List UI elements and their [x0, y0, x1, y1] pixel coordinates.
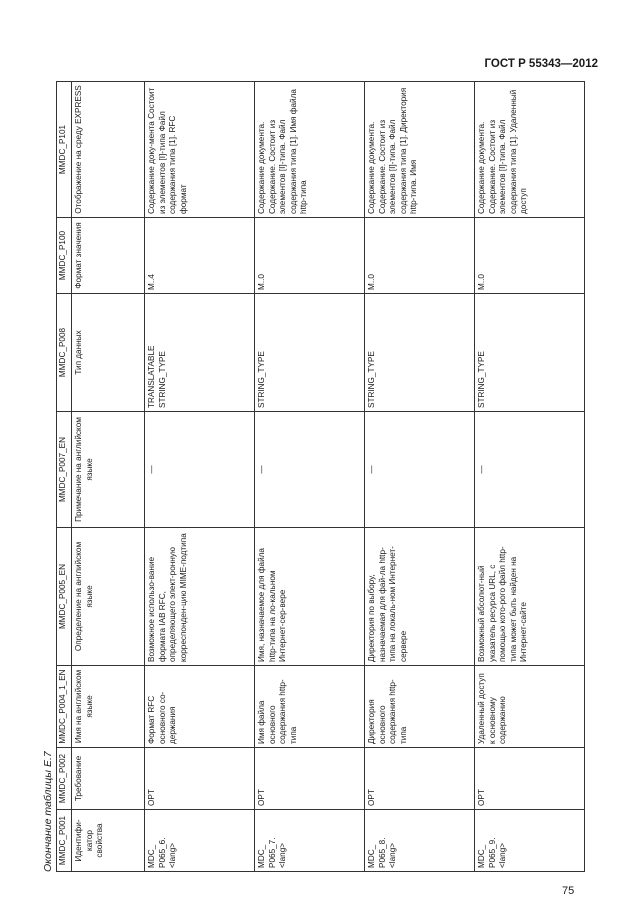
header-cell: Имя на английском языке: [72, 666, 145, 748]
table-cell: —: [255, 412, 365, 528]
code-cell: MMDC_P002: [57, 748, 72, 810]
code-cell: MMDC_P005_EN: [57, 528, 72, 666]
header-cell: Примечание на английском языке: [72, 412, 145, 528]
table-cell: M..0: [365, 218, 475, 294]
table-cell: —: [365, 412, 475, 528]
table-cell: M..0: [475, 218, 585, 294]
table-cell: —: [475, 412, 585, 528]
code-cell: MMDC_P007_EN: [57, 412, 72, 528]
table-cell: —: [145, 412, 255, 528]
table-cell: Содержание документа. Содержание. Состоит из элементов [I]-типа. Файл содержания типа [1]. Имя файла http-типа: [255, 82, 365, 218]
table-cell: TRANSLATABLE STRING_TYPE: [145, 294, 255, 412]
table-row: [365, 82, 475, 872]
table-cell: OPT: [475, 748, 585, 810]
table-cell: Директория по выбору, назначаемая для фай-ла http-типа на локаль-ном Интернет-сервере: [365, 528, 475, 666]
table-cell: STRING_TYPE: [255, 294, 365, 412]
table-cell: MDC_ P065_8. <lang>: [365, 810, 475, 872]
code-cell: MMDC_P008: [57, 294, 72, 412]
code-cell: MMDC_P100: [57, 218, 72, 294]
header-cell: Определение на английском языке: [72, 528, 145, 666]
page-number: 75: [562, 885, 575, 897]
table-cell: OPT: [255, 748, 365, 810]
header-cell: Отображение на среду EXPRESS: [72, 82, 145, 218]
table-cell: M..4: [145, 218, 255, 294]
table-row: [145, 82, 255, 872]
code-row: [57, 82, 72, 872]
properties-table: [56, 81, 585, 872]
table-cell: Директория основного содержания http-типа: [365, 666, 475, 748]
table-cell: MDC_ P065_6. <lang>: [145, 810, 255, 872]
table-cell: OPT: [145, 748, 255, 810]
table-cell: OPT: [365, 748, 475, 810]
table-row: [255, 82, 365, 872]
table-cell: Возможное использо-вание формата IAB RFC, определяющего элект-ронную корреспонден-цию MIME-подтипа: [145, 528, 255, 666]
table-cell: Содержание документа. Содержание. Состоит из элементов [I]-типа. Файл содержания типа [1]. Директория http-типа. Имя: [365, 82, 475, 218]
table-cell: Возможный абсолют-ный указатель ресурса URL, с помощью кото-рого файл http-типа может быть найден на Интернет-сайте: [475, 528, 585, 666]
table-cell: Содержание документа. Содержание. Состоит из элементов [I]-типа. Файл содержания типа [1]. Удаленный доступ: [475, 82, 585, 218]
header-cell: Требование: [72, 748, 145, 810]
header-cell: Тип данных: [72, 294, 145, 412]
code-cell: MMDC_P101: [57, 82, 72, 218]
table-cell: MDC_ P065_7. <lang>: [255, 810, 365, 872]
table-cell: Формат RFC основного со-держания: [145, 666, 255, 748]
header-cell: Идентифи-катор свойства: [72, 810, 145, 872]
table-row: [475, 82, 585, 872]
table-cell: Имя, назначаемое для файла http-типа на ло-кальном Интернет-сер-вере: [255, 528, 365, 666]
table-caption: Окончание таблицы Е.7: [42, 751, 54, 872]
header-cell: Формат значения: [72, 218, 145, 294]
header-row: [72, 82, 145, 872]
table-cell: MDC_ P065_9. <lang>: [475, 810, 585, 872]
table-cell: M..0: [255, 218, 365, 294]
table-cell: STRING_TYPE: [365, 294, 475, 412]
table-cell: Содержание доку-мента Состоит из элементов [I]-типа Файл содержания типа [1]. RFC формат: [145, 82, 255, 218]
table-cell: Удаленный доступ к основному содержанию: [475, 666, 585, 748]
code-cell: MMDC_P004_1_EN: [57, 666, 72, 748]
table-cell: STRING_TYPE: [475, 294, 585, 412]
document-header: ГОСТ Р 55343—2012: [484, 58, 598, 70]
rotated-table-block: [40, 82, 585, 872]
code-cell: MMDC_P001: [57, 810, 72, 872]
table-cell: Имя файла основного содержания http-типа: [255, 666, 365, 748]
